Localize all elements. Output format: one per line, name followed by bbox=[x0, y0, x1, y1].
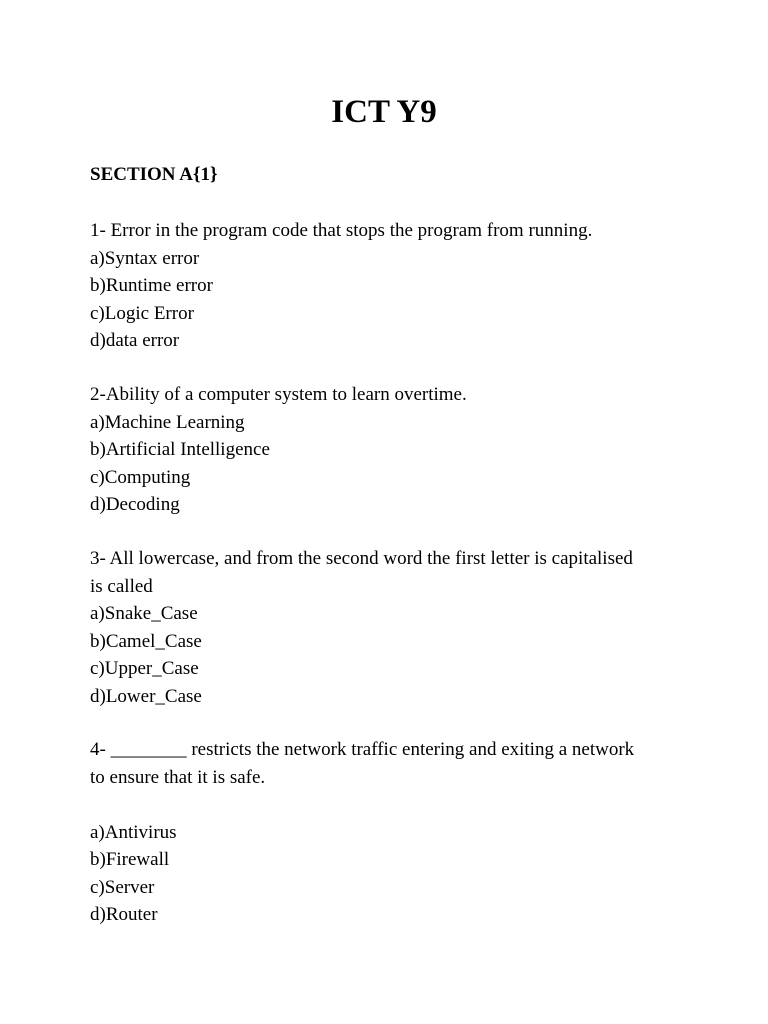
option-a: a)Machine Learning bbox=[90, 411, 245, 433]
option-a: a)Antivirus bbox=[90, 821, 177, 843]
question-text-continued: to ensure that it is safe. bbox=[90, 766, 266, 788]
option-a: a)Syntax error bbox=[90, 247, 200, 269]
question-text: 1- Error in the program code that stops the program from running. bbox=[90, 220, 593, 241]
option-d: d)Decoding bbox=[90, 494, 180, 515]
question-4 bbox=[90, 736, 690, 929]
question-2 bbox=[90, 381, 690, 519]
question-text: 4- ________ restricts the network traffic entering and exiting a network bbox=[90, 739, 635, 760]
option-b: b)Firewall bbox=[90, 849, 170, 870]
option-b: b)Runtime error bbox=[90, 275, 213, 296]
option-c: c)Logic Error bbox=[90, 302, 194, 324]
page-title: ICT Y9 bbox=[331, 94, 437, 130]
option-d: d)Lower_Case bbox=[90, 685, 202, 707]
option-d: d)Router bbox=[90, 904, 158, 925]
option-c: c)Server bbox=[90, 876, 155, 898]
option-d: d)data error bbox=[90, 330, 180, 351]
option-b: b)Camel_Case bbox=[90, 630, 202, 652]
blank-line bbox=[90, 791, 690, 819]
question-text-continued: is called bbox=[90, 575, 153, 597]
question-3 bbox=[90, 545, 690, 710]
section-heading: SECTION A{1} bbox=[90, 164, 218, 185]
question-text: 3- All lowercase, and from the second word the first letter is capitalised bbox=[90, 548, 633, 569]
question-text: 2-Ability of a computer system to learn overtime. bbox=[90, 384, 467, 405]
option-c: c)Upper_Case bbox=[90, 658, 199, 679]
question-1 bbox=[90, 217, 690, 355]
option-c: c)Computing bbox=[90, 466, 191, 488]
option-b: b)Artificial Intelligence bbox=[90, 439, 270, 460]
option-a: a)Snake_Case bbox=[90, 603, 198, 624]
